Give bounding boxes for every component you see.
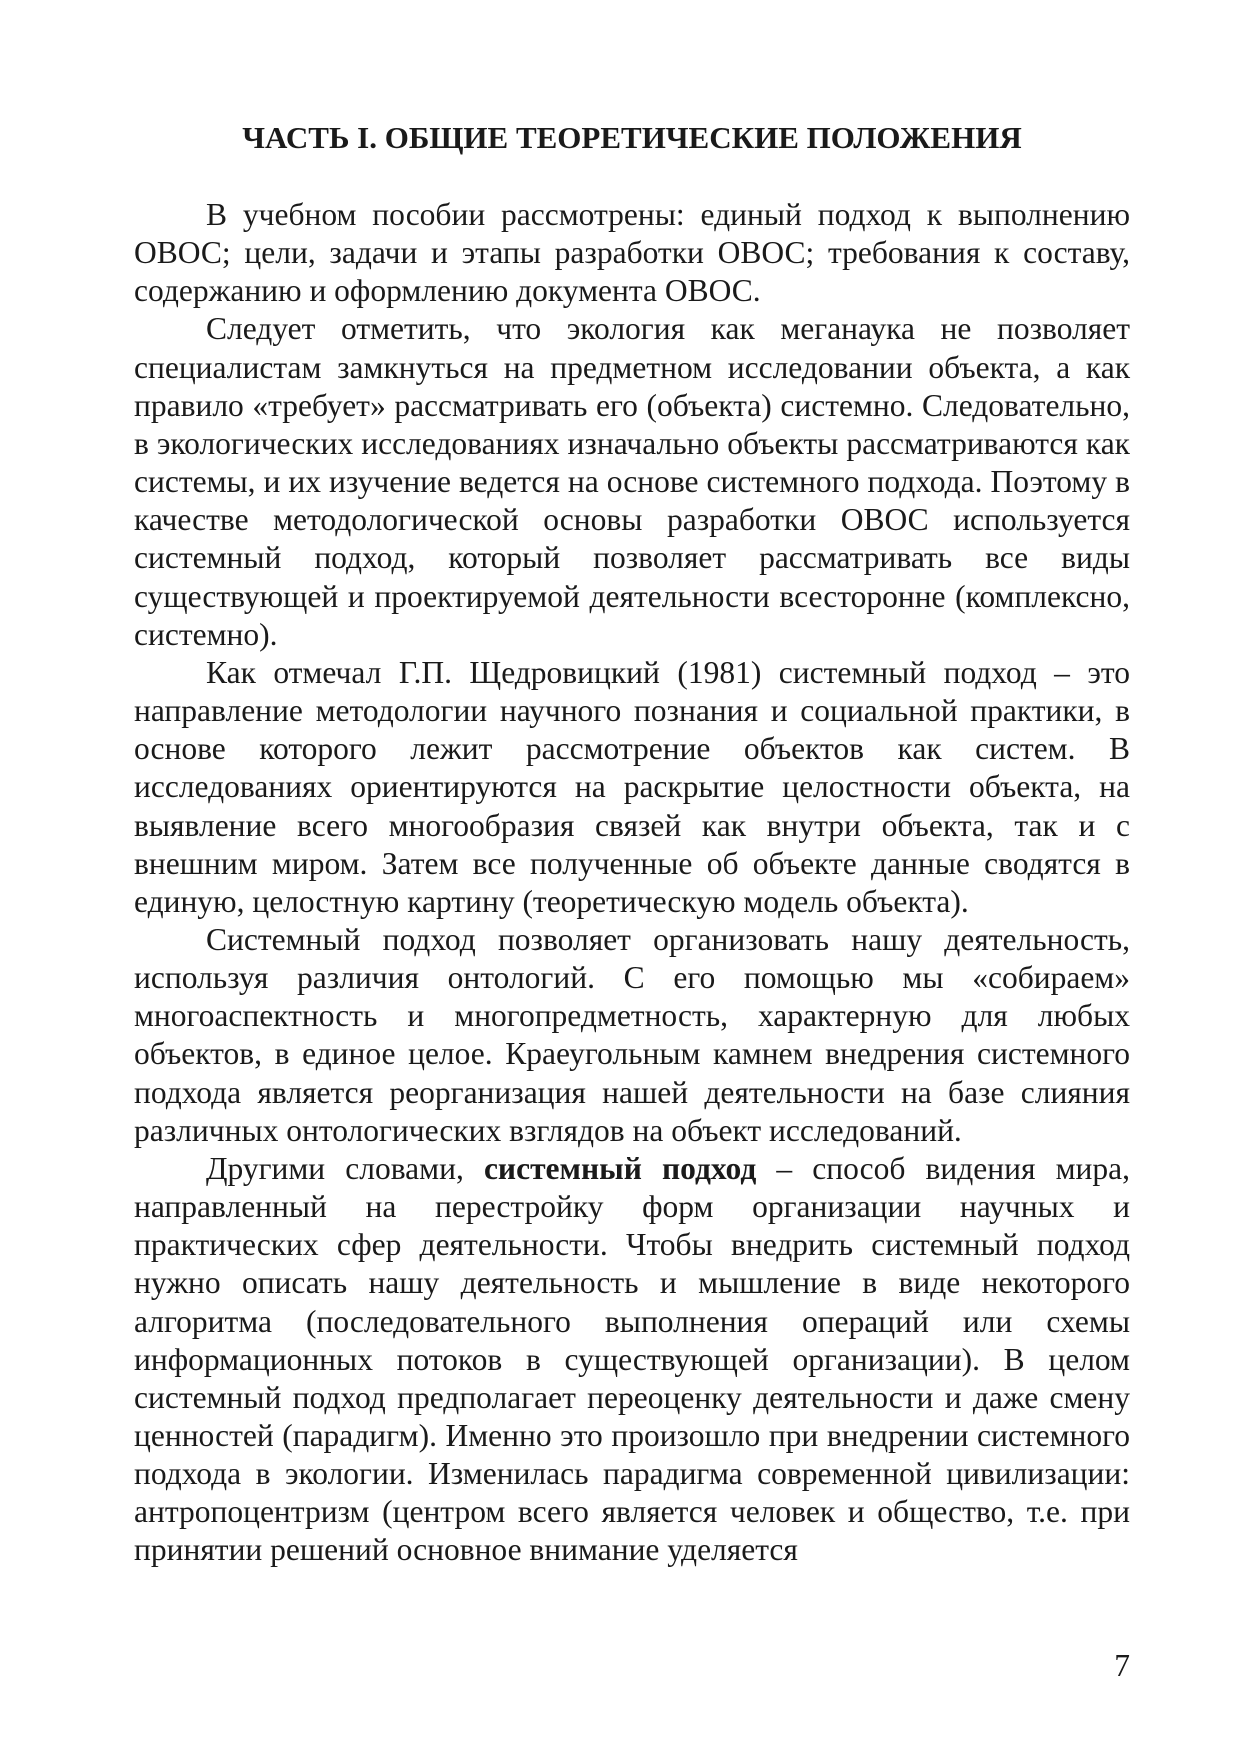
page-title: ЧАСТЬ I. ОБЩИЕ ТЕОРЕТИЧЕСКИЕ ПОЛОЖЕНИЯ [242,120,1022,155]
paragraph-2: Следует отметить, что экология как меганаука не позволяет специалистам замкнуться на предметном исследовании объекта, а как правило «требует» рассматривать его (объекта) системно. Следовательно, в экологических исследованиях изначально объекты рассматриваются как системы, и их изучение ведется на основе системного подхода. Поэтому в качестве методологической основы разработки ОВОС используется системный подход, который позволяет рассматривать все виды существующей и проектируемой деятельности всесторонне (комплексно, системно). [134,311,1130,652]
paragraph-5 [134,1150,1130,1570]
paragraph-4: Системный подход позволяет организовать нашу деятельность, используя различия онтологий. С его помощью мы «собираем» многоаспектность и многопредметность, характерную для любых объектов, в единое целое. Краеугольным камнем внедрения системного подхода является реорганизация нашей деятельности на базе слияния различных онтологических взглядов на объект исследований. [134,921,1130,1148]
page-number: 7 [1114,1648,1130,1683]
paragraph-5-rest: – способ видения мира, направленный на перестройку форм организации научных и практических сфер деятельности. Чтобы внедрить системный подход нужно описать нашу деятельность и мышление в виде некоторого алгоритма (последовательного выполнения операций или схемы информационных потоков в существующей организации). В целом системный подход предполагает переоценку деятельности и даже смену ценностей (парадигм). Именно это произошло при внедрении системного подхода в экологии. Изменилась парадигма современной цивилизации: антропоцентризм (центром всего является человек и общество, т.е. при принятии решений основное внимание уделяется [134,1150,1130,1568]
paragraph-5-intro: Другими словами, [206,1150,484,1186]
paragraph-1: В учебном пособии рассмотрены: единый подход к выполнению ОВОС; цели, задачи и этапы разработки ОВОС; требования к составу, содержанию и оформлению документа ОВОС. [134,197,1130,309]
bold-term: системный подход [483,1150,757,1186]
paragraph-3: Как отмечал Г.П. Щедровицкий (1981) системный подход – это направление методологии научного познания и социальной практики, в основе которого лежит рассмотрение объектов как систем. В исследованиях ориентируются на раскрытие целостности объекта, на выявление всего многообразия связей как внутри объекта, так и с внешним миром. Затем все полученные об объекте данные сводятся в единую, целостную картину (теоретическую модель объекта). [134,654,1130,919]
body-text [134,196,1130,1570]
